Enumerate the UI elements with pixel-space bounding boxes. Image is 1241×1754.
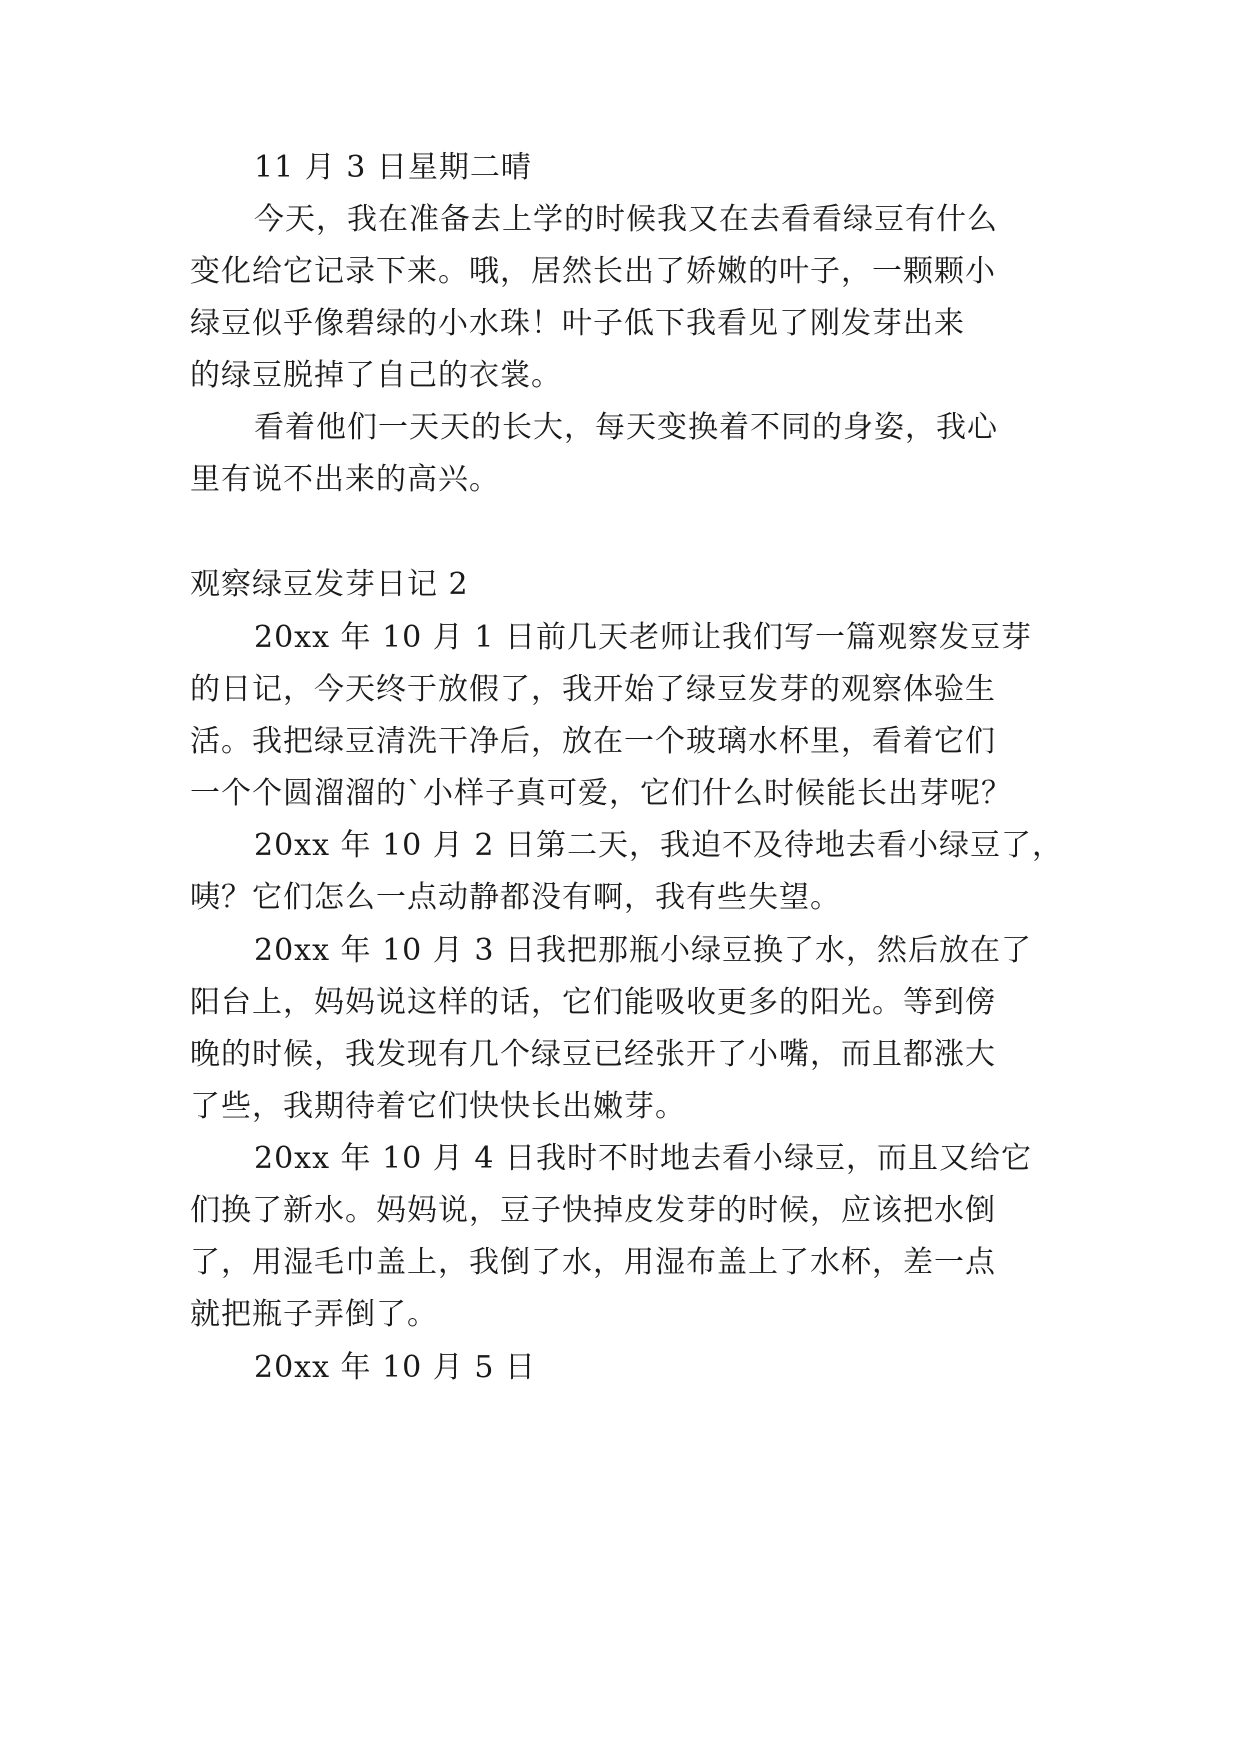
- paragraph-line: 20xx 年 10 月 4 日我时不时地去看小绿豆，而且又给它: [254, 1141, 1032, 1176]
- paragraph-line: 20xx 年 10 月 2 日第二天，我迫不及待地去看小绿豆了，: [254, 828, 1063, 863]
- paragraph-line: 20xx 年 10 月 1 日前几天老师让我们写一篇观察发豆芽: [254, 620, 1032, 655]
- paragraph-line: 的绿豆脱掉了自己的衣裳。: [190, 358, 562, 393]
- paragraph-line: 了，用湿毛巾盖上，我倒了水，用湿布盖上了水杯，差一点: [190, 1245, 996, 1280]
- paragraph-line: 们换了新水。妈妈说，豆子快掉皮发芽的时候，应该把水倒: [190, 1193, 996, 1228]
- section-title: 观察绿豆发芽日记 2: [190, 567, 469, 602]
- paragraph-line: 看着他们一天天的长大，每天变换着不同的身姿，我心: [254, 410, 998, 445]
- paragraph-line: 晚的时候，我发现有几个绿豆已经张开了小嘴，而且都涨大: [190, 1037, 996, 1072]
- paragraph-line: 20xx 年 10 月 3 日我把那瓶小绿豆换了水，然后放在了: [254, 933, 1032, 968]
- paragraph-line: 里有说不出来的高兴。: [190, 462, 500, 497]
- paragraph-line: 绿豆似乎像碧绿的小水珠！叶子低下我看见了刚发芽出来: [190, 306, 965, 341]
- paragraph-line: 活。我把绿豆清洗干净后，放在一个玻璃水杯里，看着它们: [190, 724, 996, 759]
- paragraph-line: 的日记，今天终于放假了，我开始了绿豆发芽的观察体验生: [190, 672, 996, 707]
- paragraph-line: 阳台上，妈妈说这样的话，它们能吸收更多的阳光。等到傍: [190, 985, 996, 1020]
- paragraph-line: 20xx 年 10 月 5 日: [254, 1350, 536, 1385]
- paragraph-line: 变化给它记录下来。哦，居然长出了娇嫩的叶子，一颗颗小: [190, 254, 996, 289]
- paragraph-line: 就把瓶子弄倒了。: [190, 1297, 438, 1332]
- paragraph-line: 咦？它们怎么一点动静都没有啊，我有些失望。: [190, 880, 841, 915]
- paragraph-line: 一个个圆溜溜的`小样子真可爱，它们什么时候能长出芽呢？: [190, 776, 1012, 811]
- paragraph-line: 今天，我在准备去上学的时候我又在去看看绿豆有什么: [254, 202, 998, 237]
- date-heading: 11 月 3 日星期二晴: [254, 150, 532, 185]
- paragraph-line: 了些，我期待着它们快快长出嫩芽。: [190, 1089, 686, 1124]
